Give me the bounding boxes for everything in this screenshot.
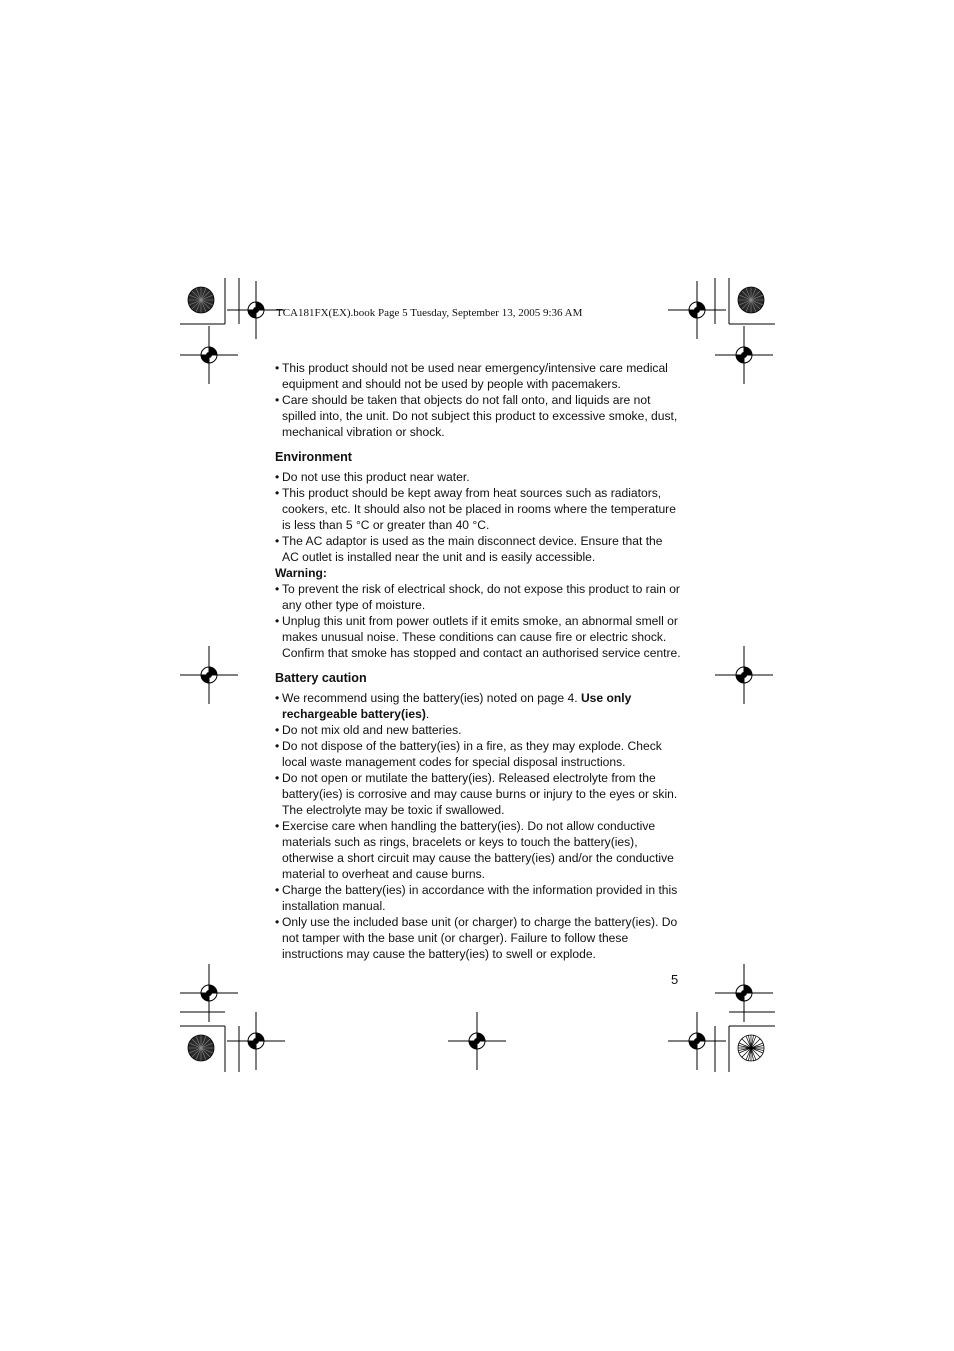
list-item: • Do not mix old and new batteries. xyxy=(275,722,681,738)
list-item: • Unplug this unit from power outlets if it emits smoke, an abnormal smell or makes unusual noise. These conditions can cause fire or electric shock. Confirm that smoke has stopped and contact an authorised service centre. xyxy=(275,613,681,661)
list-item-text: We recommend using the battery(ies) noted on page 4. xyxy=(282,691,581,705)
list-item: • To prevent the risk of electrical shock, do not expose this product to rain or any other type of moisture. xyxy=(275,581,681,613)
list-item: • Only use the included base unit (or charger) to charge the battery(ies). Do not tamper with the base unit (or charger). Failure to follow these instructions may cause the battery(ies) to swell or explode. xyxy=(275,914,681,962)
color-target-top-right xyxy=(738,287,764,313)
page-content xyxy=(275,360,681,962)
list-item-text: . xyxy=(425,707,430,721)
color-target-top-left xyxy=(188,287,214,313)
registration-mark xyxy=(715,326,773,384)
warning-label: Warning: xyxy=(275,566,327,580)
color-target-bottom-right xyxy=(738,1035,764,1061)
list-item: • Care should be taken that objects do not fall onto, and liquids are not spilled into, the unit. Do not subject this product to excessive smoke, dust, mechanical vibration or shock. xyxy=(275,392,681,440)
color-target-bottom-left xyxy=(188,1035,214,1061)
battery-heading: Battery caution xyxy=(275,671,367,685)
page-number: 5 xyxy=(671,972,679,987)
battery-list xyxy=(275,690,681,962)
environment-heading: Environment xyxy=(275,450,352,464)
list-item: • Charge the battery(ies) in accordance with the information provided in this installation manual. xyxy=(275,882,681,914)
registration-mark xyxy=(668,281,726,339)
environment-list xyxy=(275,469,681,565)
warning-list xyxy=(275,581,681,661)
registration-mark xyxy=(227,1012,285,1070)
list-item: • This product should be kept away from heat sources such as radiators, cookers, etc. It should also not be placed in rooms where the temperature is less than 5 °C or greater than 40 °C. xyxy=(275,485,681,533)
registration-mark xyxy=(180,326,238,384)
list-item: • The AC adaptor is used as the main disconnect device. Ensure that the AC outlet is installed near the unit and is easily accessible. xyxy=(275,533,681,565)
registration-mark xyxy=(180,964,238,1022)
list-item: • Do not open or mutilate the battery(ies). Released electrolyte from the battery(ies) is corrosive and may cause burns or injury to the eyes or skin. The electrolyte may be toxic if swallowed. xyxy=(275,770,681,818)
emphasis-text: Use only rechargeable battery(ies) xyxy=(282,691,632,721)
list-item xyxy=(275,690,681,722)
list-item: • Do not use this product near water. xyxy=(275,469,681,485)
list-item: • Do not dispose of the battery(ies) in a fire, as they may explode. Check local waste management codes for special disposal instructions. xyxy=(275,738,681,770)
list-item: • This product should not be used near emergency/intensive care medical equipment and should not be used by people with pacemakers. xyxy=(275,360,681,392)
registration-mark xyxy=(668,1012,726,1070)
print-header: TCA181FX(EX).book Page 5 Tuesday, September 13, 2005 9:36 AM xyxy=(276,307,583,319)
registration-mark xyxy=(180,646,238,704)
list-item: • Exercise care when handling the battery(ies). Do not allow conductive materials such as rings, bracelets or keys to touch the battery(ies), otherwise a short circuit may cause the battery(ies) and/or the conductive material to overheat and cause burns. xyxy=(275,818,681,882)
registration-mark xyxy=(715,964,773,1022)
intro-list xyxy=(275,360,681,440)
registration-mark xyxy=(448,1012,506,1070)
registration-mark xyxy=(715,646,773,704)
